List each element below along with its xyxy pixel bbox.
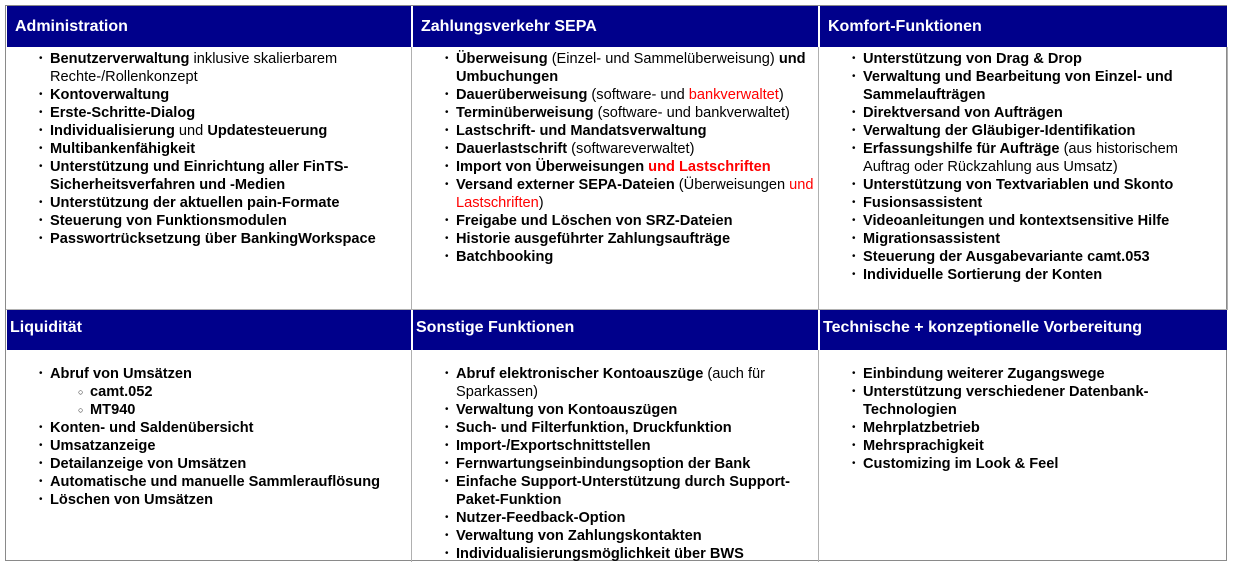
header-komfort-funktionen: Komfort-Funktionen (819, 6, 1228, 47)
list-item: • Automatische und manuelle Sammlerauflösung (50, 473, 411, 491)
list-item: • Einbindung weiterer Zugangswege (863, 365, 1228, 383)
list-item: • Customizing im Look & Feel (863, 455, 1228, 473)
list-item: • Verwaltung und Bearbeitung von Einzel- und Sammelaufträgen (863, 68, 1227, 104)
list-item: • Verwaltung von Kontoauszügen (456, 401, 818, 419)
list-item: • Unterstützung von Textvariablen und Skonto (863, 176, 1227, 194)
list-item: • Erfassungshilfe für Aufträge (aus historischem Auftrag oder Rückzahlung aus Umsatz) (863, 140, 1227, 176)
list-item: • Unterstützung verschiedener Datenbank-Technologien (863, 383, 1228, 419)
list-item: • Kontoverwaltung (50, 86, 411, 104)
sepa-list (412, 50, 818, 266)
administration-cell (6, 47, 412, 310)
feature-table (5, 5, 1227, 561)
list-item: • Verwaltung von Zahlungskontakten (456, 527, 818, 545)
sub-list-item: ○ camt.052 (90, 383, 411, 401)
list-item: • Abruf elektronischer Kontoauszüge (auch für Sparkassen) (456, 365, 818, 401)
administration-list (6, 50, 411, 248)
list-item: • Individualisierungsmöglichkeit über BWS (456, 545, 818, 563)
list-item: • Verwaltung der Gläubiger-Identifikation (863, 122, 1227, 140)
list-item: • Konten- und Saldenübersicht (50, 419, 411, 437)
komfort-cell (819, 47, 1228, 310)
list-item: • Überweisung (Einzel- und Sammelüberweisung) und Umbuchungen (456, 50, 818, 86)
liquiditaet-cell (6, 350, 412, 562)
list-item: • Detailanzeige von Umsätzen (50, 455, 411, 473)
header-sonstige-funktionen: Sonstige Funktionen (412, 310, 819, 350)
list-item: • Direktversand von Aufträgen (863, 104, 1227, 122)
list-item: • Benutzerverwaltung inklusive skalierbarem Rechte-/Rollenkonzept (50, 50, 411, 86)
header-administration: Administration (6, 6, 412, 47)
list-item: • Einfache Support-Unterstützung durch Support-Paket-Funktion (456, 473, 818, 509)
list-item: • Unterstützung und Einrichtung aller FinTS-Sicherheitsverfahren und -Medien (50, 158, 411, 194)
list-item: • Umsatzanzeige (50, 437, 411, 455)
list-item: • Individuelle Sortierung der Konten (863, 266, 1227, 284)
list-item: • Migrationsassistent (863, 230, 1227, 248)
list-item: • Terminüberweisung (software- und bankverwaltet) (456, 104, 818, 122)
list-item: • Steuerung von Funktionsmodulen (50, 212, 411, 230)
list-item: • Batchbooking (456, 248, 818, 266)
list-item: • Freigabe und Löschen von SRZ-Dateien (456, 212, 818, 230)
list-item: • Dauerlastschrift (softwareverwaltet) (456, 140, 818, 158)
list-item: • Erste-Schritte-Dialog (50, 104, 411, 122)
list-item: • Passwortrücksetzung über BankingWorkspace (50, 230, 411, 248)
list-item: • Lastschrift- und Mandatsverwaltung (456, 122, 818, 140)
list-item: • Mehrplatzbetrieb (863, 419, 1228, 437)
list-item: • Steuerung der Ausgabevariante camt.053 (863, 248, 1227, 266)
sepa-cell (412, 47, 819, 310)
sub-list-item: ○ MT940 (90, 401, 411, 419)
header-technische-vorbereitung: Technische + konzeptionelle Vorbereitung (819, 310, 1228, 350)
header-liquiditaet: Liquidität (6, 310, 412, 350)
list-item: • Dauerüberweisung (software- und bankverwaltet) (456, 86, 818, 104)
list-item: • Abruf von Umsätzen ○ camt.052 ○ MT940 (50, 365, 411, 419)
list-item: • Multibankenfähigkeit (50, 140, 411, 158)
sonstige-cell (412, 350, 819, 562)
list-item: • Historie ausgeführter Zahlungsaufträge (456, 230, 818, 248)
sonstige-list (412, 353, 818, 563)
list-item: • Fernwartungseinbindungsoption der Bank (456, 455, 818, 473)
technische-cell (819, 350, 1228, 562)
list-item: • Fusionsassistent (863, 194, 1227, 212)
list-item: • Individualisierung und Updatesteuerung (50, 122, 411, 140)
list-item: • Import-/Exportschnittstellen (456, 437, 818, 455)
header-zahlungsverkehr-sepa: Zahlungsverkehr SEPA (412, 6, 819, 47)
sub-list (50, 383, 411, 419)
list-item: • Such- und Filterfunktion, Druckfunktion (456, 419, 818, 437)
list-item: • Unterstützung der aktuellen pain-Formate (50, 194, 411, 212)
technische-list (819, 353, 1228, 473)
list-item: • Versand externer SEPA-Dateien (Überweisungen und Lastschriften) (456, 176, 818, 212)
list-item: • Videoanleitungen und kontextsensitive Hilfe (863, 212, 1227, 230)
list-item: • Unterstützung von Drag & Drop (863, 50, 1227, 68)
list-item: • Import von Überweisungen und Lastschriften (456, 158, 818, 176)
list-item: • Mehrsprachigkeit (863, 437, 1228, 455)
list-item: • Nutzer-Feedback-Option (456, 509, 818, 527)
list-item: • Löschen von Umsätzen (50, 491, 411, 509)
komfort-list (819, 50, 1227, 284)
liquiditaet-list (6, 353, 411, 509)
